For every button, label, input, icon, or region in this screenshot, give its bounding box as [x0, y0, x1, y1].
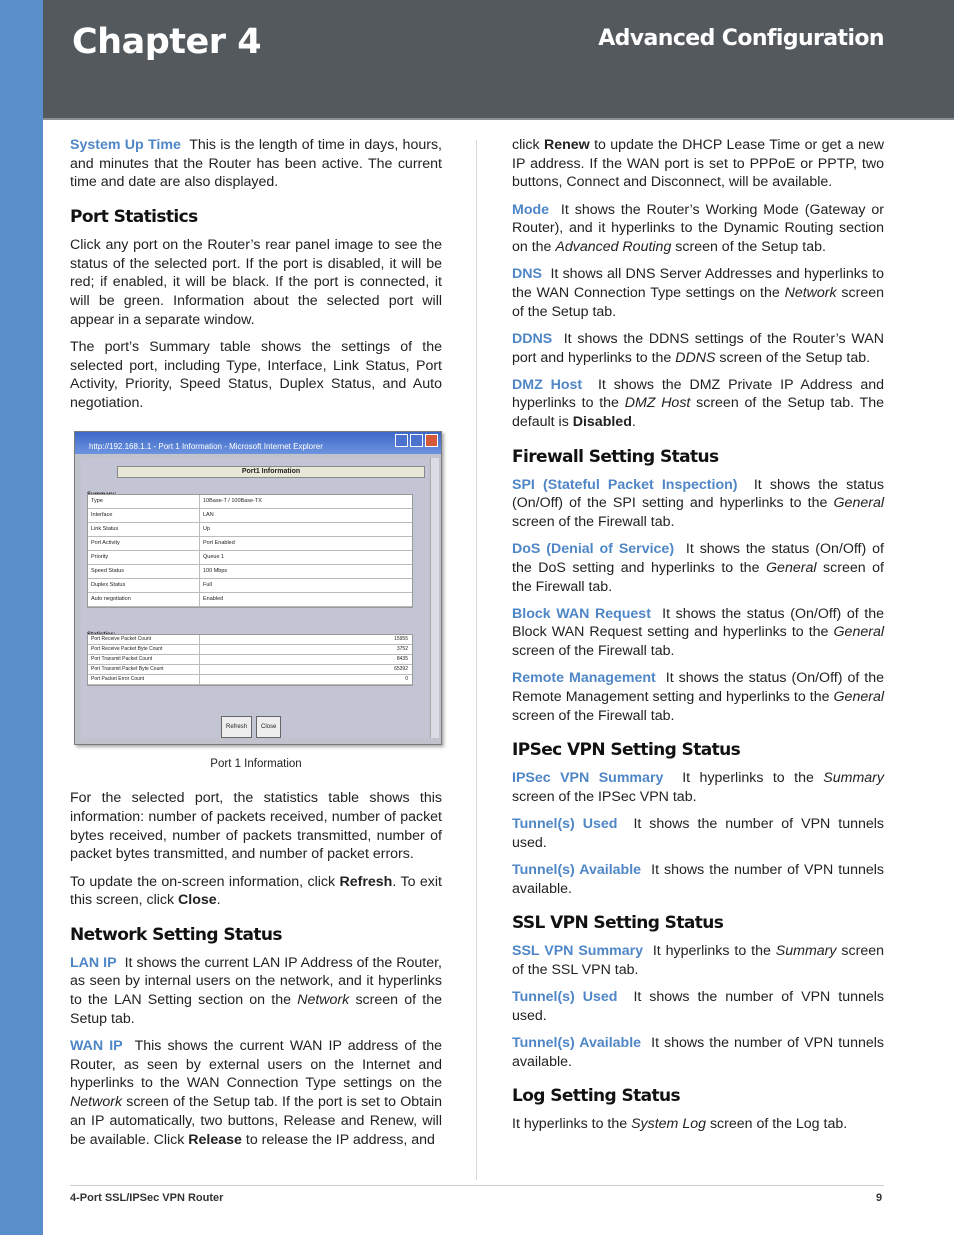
ipsec-summary-paragraph: IPSec VPN Summary It hyperlinks to the Summary screen of the IPSec VPN tab.: [512, 770, 884, 805]
remote-management-paragraph: Remote Management It shows the status (On/Off) of the Remote Management setting and hyperlinks to the General screen of the Firewall tab.: [512, 670, 885, 724]
ssl-summary-paragraph: SSL VPN Summary It hyperlinks to the Summary screen of the SSL VPN tab.: [512, 943, 884, 978]
ddns-paragraph: DDNS It shows the DDNS settings of the Router’s WAN port and hyperlinks to the DDNS screen of the Setup tab.: [512, 330, 884, 366]
dos-paragraph: DoS (Denial of Service) It shows the status (On/Off) of the DoS setting and hyperlinks to the General screen of the Firewall tab.: [512, 541, 884, 595]
table-row: [88, 635, 412, 645]
table-row: [88, 551, 412, 565]
row-label: Port Activity: [88, 537, 200, 550]
port-statistics-p1: Click any port on the Router’s rear panel image to see the status of the selected port. If the port is disabled, it will be red; if enabled, it will be black. If the port is connected, it will be green. Information about the selected port will appear in a separate window.: [70, 236, 442, 328]
term-ssl-vpn-summary: SSL VPN Summary: [512, 943, 643, 960]
chapter-title: Chapter 4: [72, 22, 262, 62]
table-row: [88, 509, 412, 523]
term-ipsec-vpn-summary: IPSec VPN Summary: [512, 770, 664, 787]
heading-log-setting-status: Log Setting Status: [512, 1086, 681, 1107]
port-statistics-p2: The port’s Summary table shows the settings of the selected port, including Type, Interface, Link Status, Port Activity, Priority, Speed Status, Duplex Status, and Auto negotiation.: [70, 338, 442, 411]
side-accent-bar: [0, 0, 43, 1235]
heading-firewall-setting-status: Firewall Setting Status: [512, 446, 719, 467]
refresh-button[interactable]: Refresh: [221, 716, 252, 739]
term-spi: SPI (Stateful Packet Inspection): [512, 476, 738, 493]
refresh-close-paragraph: To update the on-screen information, click Refresh. To exit this screen, click Close.: [70, 873, 442, 909]
right-column: [512, 136, 884, 1142]
wan-ip-paragraph: WAN IP This shows the current WAN IP address of the Router, as seen by external users on the Internet and hyperlinks to the WAN Connection Type settings on the Network screen of the Setup tab. If the port is set to Obtain an IP automatically, two buttons, Release and Renew, will be available. Click Release to release the IP address, and: [70, 1038, 442, 1148]
left-column: [70, 136, 442, 1158]
table-row: [88, 675, 412, 685]
table-row: [88, 537, 412, 551]
statistics-table: [87, 634, 413, 686]
row-value: 100 Mbps: [203, 567, 228, 574]
table-row: [88, 655, 412, 665]
window-scrollbar: [430, 458, 439, 738]
heading-ssl-vpn-setting-status: SSL VPN Setting Status: [512, 913, 724, 934]
row-value: 0: [405, 675, 408, 682]
row-value: 8435: [396, 655, 408, 662]
ipsec-tunnels-available-paragraph: Tunnel(s) Available It shows the number of VPN tunnels available.: [512, 862, 884, 897]
section-title: Advanced Configuration: [598, 26, 884, 51]
close-button[interactable]: Close: [256, 716, 281, 739]
term-lan-ip: LAN IP: [70, 954, 117, 971]
close-icon: [425, 434, 438, 447]
row-value: Up: [203, 525, 211, 532]
term-mode: Mode: [512, 201, 550, 218]
term-remote-management: Remote Management: [512, 670, 656, 687]
table-row: [88, 579, 412, 593]
row-value: 3752: [396, 645, 408, 652]
summary-table: [87, 494, 413, 608]
row-label: Speed Status: [88, 565, 200, 578]
term-dmz-host: DMZ Host: [512, 376, 583, 393]
row-label: Port Packet Error Count: [88, 675, 200, 684]
row-value: 65392: [394, 665, 408, 672]
row-value: Port Enabled: [203, 539, 235, 546]
page-number: 9: [876, 1192, 883, 1204]
wan-ip-continued: click Renew to update the DHCP Lease Time or get a new IP address. If the WAN port is set to PPPoE or PPTP, two buttons, Connect and Disconnect, will be available.: [512, 137, 884, 191]
maximize-icon: [410, 434, 423, 447]
system-up-time-paragraph: System Up Time This is the length of time in days, hours, and minutes that the Router has been active. The current time and date are also displayed.: [70, 137, 442, 191]
row-label: Auto negotiation: [88, 593, 200, 606]
row-value: LAN: [203, 511, 214, 518]
term-ssl-tunnels-available: Tunnel(s) Available: [512, 1034, 642, 1051]
spi-paragraph: SPI (Stateful Packet Inspection) It shows the status (On/Off) of the SPI setting and hyperlinks to the General screen of the Firewall tab.: [512, 476, 884, 530]
ssl-tunnels-available-paragraph: Tunnel(s) Available It shows the number of VPN tunnels available.: [512, 1034, 884, 1070]
ie-window-screenshot: [74, 431, 442, 745]
column-divider: [476, 140, 477, 1180]
row-value: 15955: [394, 635, 408, 642]
log-paragraph: It hyperlinks to the System Log screen of the Log tab.: [512, 1116, 848, 1133]
row-label: Duplex Status: [88, 579, 200, 592]
window-buttons: [221, 716, 281, 739]
heading-port-statistics: Port Statistics: [70, 207, 198, 228]
port-info-figure: [70, 431, 442, 749]
heading-network-setting-status: Network Setting Status: [70, 925, 282, 946]
block-wan-request-paragraph: Block WAN Request It shows the status (On/Off) of the Block WAN Request setting and hyperlinks to the General screen of the Firewall tab.: [512, 605, 885, 660]
row-label: Port Transmit Packet Count: [88, 655, 200, 664]
table-row: [88, 593, 412, 607]
mode-paragraph: Mode It shows the Router’s Working Mode (Gateway or Router), and it hyperlinks to the Dynamic Routing section on the Advanced Routing screen of the Setup tab.: [512, 201, 884, 256]
term-ssl-tunnels-used: Tunnel(s) Used: [512, 989, 618, 1006]
figure-caption: Port 1 Information: [210, 757, 302, 770]
term-ddns: DDNS: [512, 330, 553, 347]
row-value: Full: [203, 581, 212, 588]
term-ipsec-tunnels-used: Tunnel(s) Used: [512, 816, 618, 833]
table-row: [88, 523, 412, 537]
lan-ip-paragraph: LAN IP It shows the current LAN IP Address of the Router, as seen by internal users on the network, and it hyperlinks to the LAN Setting section on the Network screen of the Setup tab.: [70, 954, 442, 1027]
footer-rule: [70, 1185, 884, 1186]
dns-paragraph: DNS It shows all DNS Server Addresses and hyperlinks to the WAN Connection Type settings on the Network screen of the Setup tab.: [512, 266, 885, 320]
term-wan-ip: WAN IP: [70, 1038, 123, 1055]
table-row: [88, 665, 412, 675]
row-label: Link Status: [88, 523, 200, 536]
panel-title: Port1 Information: [117, 466, 425, 478]
ssl-tunnels-used-paragraph: Tunnel(s) Used It shows the number of VPN tunnels used.: [512, 989, 885, 1024]
minimize-icon: [395, 434, 408, 447]
term-ipsec-tunnels-available: Tunnel(s) Available: [512, 862, 642, 878]
row-value: Enabled: [203, 595, 224, 602]
row-label: Port Receive Packet Count: [88, 635, 200, 644]
ipsec-tunnels-used-paragraph: Tunnel(s) Used It shows the number of VPN tunnels used.: [512, 816, 885, 851]
row-label: Interface: [88, 509, 200, 522]
window-body: [81, 458, 429, 738]
term-dns: DNS: [512, 266, 542, 283]
window-titlebar: http://192.168.1.1 - Port 1 Information - Microsoft Internet Explorer: [75, 432, 441, 454]
dmz-host-paragraph: DMZ Host It shows the DMZ Private IP Address and hyperlinks to the DMZ Host screen of the Setup tab. The default is Disabled.: [512, 376, 884, 431]
row-label: Priority: [88, 551, 200, 564]
term-block-wan-request: Block WAN Request: [512, 605, 651, 622]
footer-product: 4-Port SSL/IPSec VPN Router: [70, 1192, 224, 1204]
heading-ipsec-vpn-setting-status: IPSec VPN Setting Status: [512, 740, 741, 761]
statistics-description: For the selected port, the statistics table shows this information: number of packets received, number of packet bytes received, number of packets transmitted, number of packet bytes transmitted, and number of packet errors.: [70, 790, 442, 863]
row-label: Port Receive Packet Byte Count: [88, 645, 200, 654]
header-rule: [43, 118, 954, 120]
term-dos: DoS (Denial of Service): [512, 541, 675, 558]
table-row: [88, 495, 412, 509]
table-row: [88, 565, 412, 579]
row-value: 10Base-T / 100Base-TX: [203, 497, 262, 504]
term-system-up-time: System Up Time: [70, 137, 181, 153]
table-row: [88, 645, 412, 655]
row-label: Port Transmit Packet Byte Count: [88, 665, 200, 674]
row-value: Queue 1: [203, 553, 225, 560]
row-label: Type: [88, 495, 200, 508]
